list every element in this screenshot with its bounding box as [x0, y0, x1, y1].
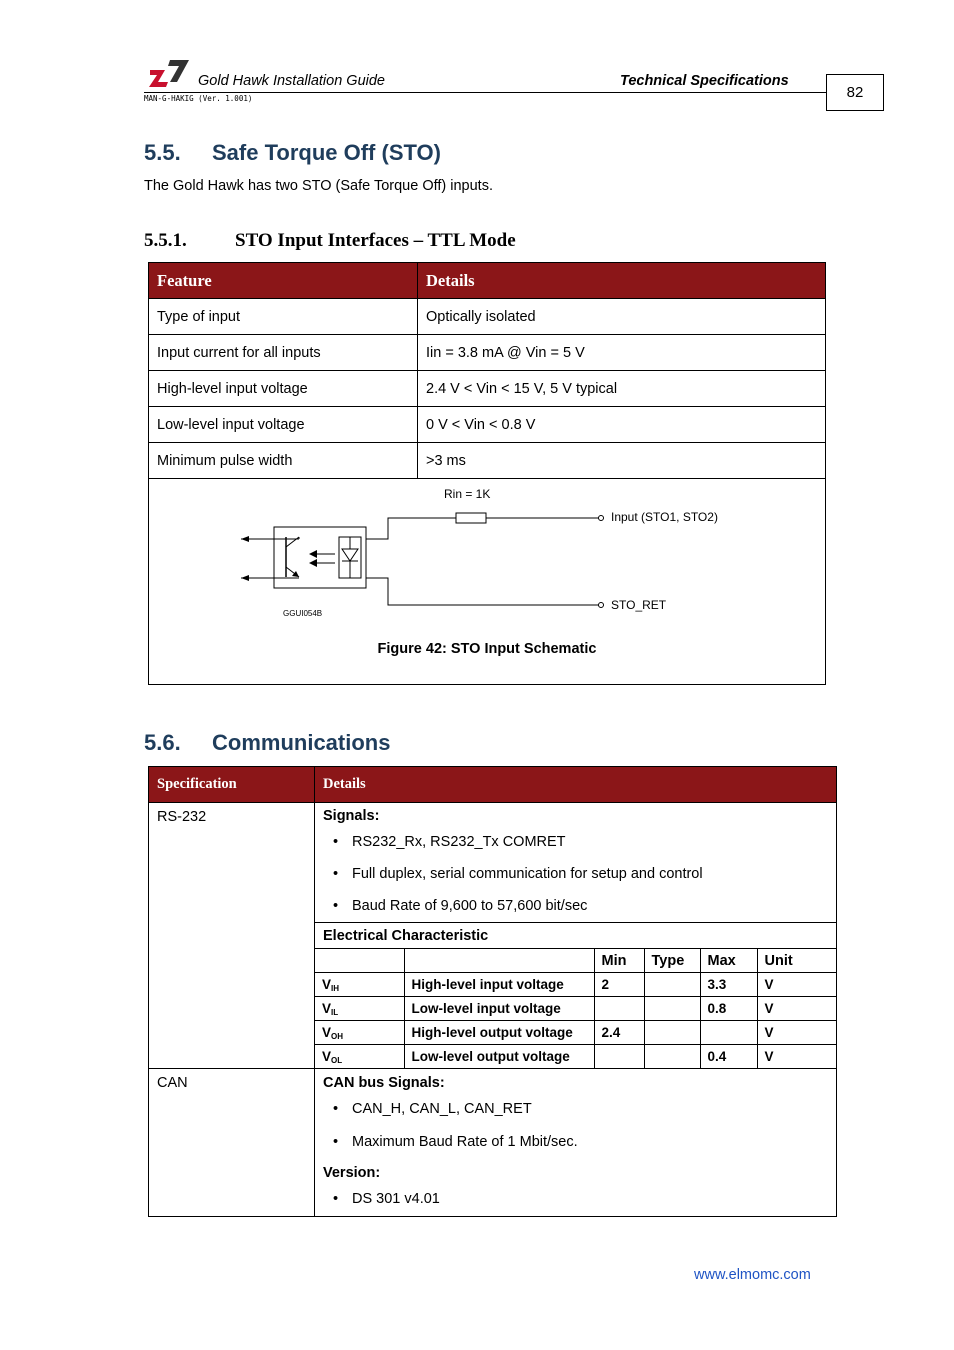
table-header-row — [149, 263, 826, 299]
input-terminal-icon — [599, 516, 604, 521]
list-item: • CAN_H, CAN_L, CAN_RET — [323, 1099, 828, 1119]
max-cell: 3.3 — [700, 973, 757, 997]
description-cell: High-level input voltage — [404, 973, 594, 997]
input-terminal-label: Input (STO1, STO2) — [611, 510, 718, 524]
signals-label: Signals: — [323, 808, 380, 824]
table-row — [149, 335, 826, 371]
list-item: • Baud Rate of 9,600 to 57,600 bit/sec — [323, 896, 828, 916]
subsection-title: STO Input Interfaces – TTL Mode — [235, 230, 516, 251]
header-title: Gold Hawk Installation Guide — [198, 73, 385, 89]
symbol-cell — [315, 997, 404, 1021]
table-row — [149, 407, 826, 443]
table-row-rs232 — [149, 803, 837, 1069]
table-row-can — [149, 1069, 837, 1217]
communications-table — [148, 766, 837, 1217]
details-cell: 2.4 V < Vin < 15 V, 5 V typical — [418, 371, 826, 407]
max-cell — [700, 1021, 757, 1045]
light-arrowhead — [309, 550, 317, 558]
description-cell: Low-level input voltage — [404, 997, 594, 1021]
min-cell: 2 — [594, 973, 644, 997]
resistor-label: Rin = 1K — [444, 487, 491, 501]
column-header-details: Details — [418, 263, 826, 299]
column-header-feature: Feature — [149, 263, 418, 299]
feature-cell: Input current for all inputs — [149, 335, 418, 371]
list-item: • Full duplex, serial communication for setup and control — [323, 864, 828, 884]
symbol-subscript: IL — [331, 1007, 339, 1017]
feature-cell: High-level input voltage — [149, 371, 418, 407]
table-header-row — [149, 767, 837, 803]
type-cell — [644, 1045, 700, 1069]
subsection-heading-sto-ttl — [144, 230, 516, 252]
unit-cell: V — [757, 1021, 836, 1045]
return-terminal-label: STO_RET — [611, 598, 667, 612]
table-row — [149, 443, 826, 479]
details-cell: 0 V < Vin < 0.8 V — [418, 407, 826, 443]
list-item: • Maximum Baud Rate of 1 Mbit/sec. — [323, 1132, 828, 1152]
symbol-cell — [315, 1021, 404, 1045]
unit-cell: V — [757, 973, 836, 997]
figure-cell — [149, 479, 826, 685]
symbol: V — [322, 1024, 332, 1040]
electrical-header-row — [315, 949, 836, 973]
details-cell: >3 ms — [418, 443, 826, 479]
column-header-min: Min — [594, 949, 644, 973]
min-cell: 2.4 — [594, 1021, 644, 1045]
led-diode — [342, 549, 358, 561]
output-arrow-top — [241, 536, 249, 542]
rs232-signals-block — [315, 803, 836, 922]
feature-cell: Minimum pulse width — [149, 443, 418, 479]
output-arrow-bottom — [241, 575, 249, 581]
header-section: Technical Specifications — [620, 73, 789, 89]
return-wire — [366, 578, 599, 605]
can-block — [315, 1069, 836, 1216]
table-row — [315, 973, 836, 997]
input-wire — [366, 518, 456, 539]
type-cell — [644, 997, 700, 1021]
doc-code: MAN-G-HAKIG (Ver. 1.001) — [144, 94, 253, 103]
sto-feature-table — [148, 262, 826, 685]
symbol-cell — [315, 1045, 404, 1069]
symbol-subscript: IH — [331, 983, 340, 993]
table-row — [315, 1021, 836, 1045]
return-terminal-icon — [599, 603, 604, 608]
footer-link[interactable]: www.elmomc.com — [694, 1267, 811, 1283]
section-heading-communications — [144, 730, 390, 756]
min-cell — [594, 1045, 644, 1069]
figure-caption: Figure 42: STO Input Schematic — [377, 641, 597, 657]
symbol: V — [322, 1000, 332, 1016]
electrical-characteristic-label: Electrical Characteristic — [315, 922, 836, 948]
feature-cell: Low-level input voltage — [149, 407, 418, 443]
figure-row — [149, 479, 826, 685]
subsection-number: 5.5.1. — [144, 230, 187, 251]
resistor-rin — [456, 513, 486, 523]
version-list — [323, 1189, 828, 1209]
light-arrowhead — [309, 559, 317, 567]
max-cell: 0.8 — [700, 997, 757, 1021]
details-cell: Iin = 3.8 mA @ Vin = 5 V — [418, 335, 826, 371]
feature-cell: Type of input — [149, 299, 418, 335]
can-signals-list — [323, 1099, 828, 1152]
spec-cell: RS-232 — [149, 803, 315, 1069]
spec-cell: CAN — [149, 1069, 315, 1217]
section-number: 5.5. — [144, 140, 181, 165]
column-header-specification: Specification — [149, 767, 315, 803]
column-header-details: Details — [315, 767, 837, 803]
symbol-subscript: OH — [331, 1031, 344, 1041]
elmo-logo-icon — [148, 58, 190, 88]
list-item: • DS 301 v4.01 — [323, 1189, 828, 1209]
page-number: 82 — [826, 74, 884, 111]
unit-cell: V — [757, 1045, 836, 1069]
table-row — [149, 299, 826, 335]
column-header-type: Type — [644, 949, 700, 973]
column-header-max: Max — [700, 949, 757, 973]
symbol: V — [322, 976, 332, 992]
section-number: 5.6. — [144, 730, 181, 755]
table-row — [315, 1045, 836, 1069]
empty-cell — [404, 949, 594, 973]
symbol: V — [322, 1048, 332, 1064]
table-row — [315, 997, 836, 1021]
type-cell — [644, 973, 700, 997]
column-header-unit: Unit — [757, 949, 836, 973]
symbol-subscript: OL — [331, 1055, 343, 1065]
can-signals-label: CAN bus Signals: — [323, 1075, 445, 1091]
figure-code: GGUI054B — [283, 609, 323, 618]
unit-cell: V — [757, 997, 836, 1021]
section-title: Safe Torque Off (STO) — [212, 140, 441, 165]
max-cell: 0.4 — [700, 1045, 757, 1069]
electrical-characteristic-table — [315, 948, 836, 1068]
sto-intro: The Gold Hawk has two STO (Safe Torque Off) inputs. — [144, 178, 493, 194]
signals-list — [323, 832, 828, 916]
header-rule — [144, 92, 827, 93]
details-cell: Optically isolated — [418, 299, 826, 335]
section-title: Communications — [212, 730, 391, 755]
description-cell: Low-level output voltage — [404, 1045, 594, 1069]
table-row — [149, 371, 826, 407]
list-item: • RS232_Rx, RS232_Tx COMRET — [323, 832, 828, 852]
sto-input-schematic — [149, 479, 825, 639]
details-cell — [315, 803, 837, 1069]
version-label: Version: — [323, 1165, 381, 1181]
details-cell — [315, 1069, 837, 1217]
description-cell: High-level output voltage — [404, 1021, 594, 1045]
empty-cell — [315, 949, 404, 973]
symbol-cell — [315, 973, 404, 997]
section-heading-sto — [144, 140, 441, 166]
min-cell — [594, 997, 644, 1021]
type-cell — [644, 1021, 700, 1045]
